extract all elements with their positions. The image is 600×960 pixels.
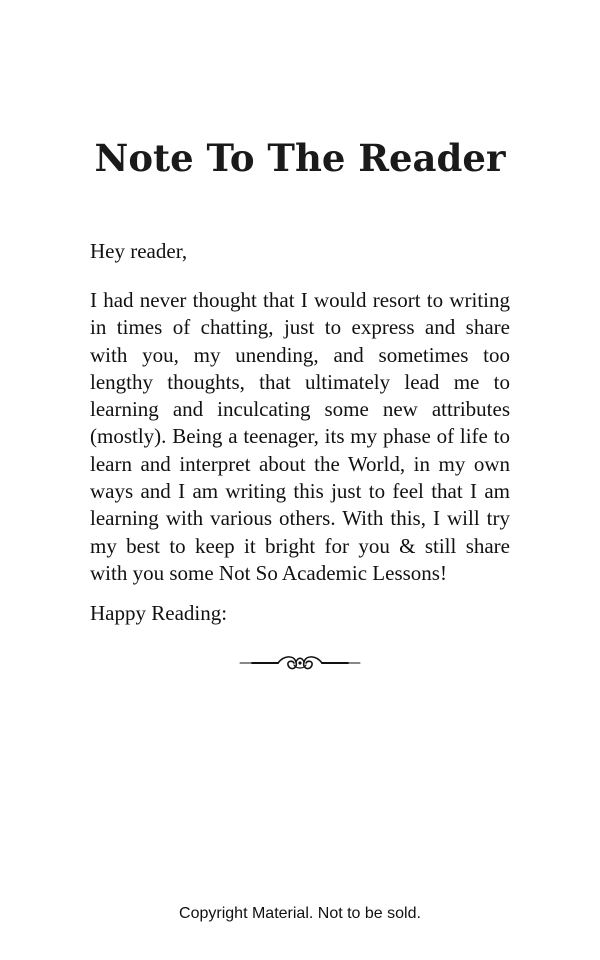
closing-text: Happy Reading: bbox=[90, 601, 228, 625]
body-paragraph: I had never thought that I would resort to writing in times of chatting, just to express and share with you, my unending, and sometimes too lengthy thoughts, that ultimately lead me to learning and inculcating some new attributes (mostly). Being a teenager, its my phase of life to learn and interpret about the World, in my own ways and I am writing this just to feel that I am learning with various others. With this, I will try my best to keep it bright for you & still share with you some Not So Academic Lessons! bbox=[90, 288, 510, 585]
flourish-divider-icon bbox=[238, 651, 362, 673]
greeting-text: Hey reader, bbox=[90, 239, 188, 263]
page-title: Note To The Reader bbox=[94, 136, 506, 180]
copyright-footer: Copyright Material. Not to be sold. bbox=[179, 905, 421, 922]
